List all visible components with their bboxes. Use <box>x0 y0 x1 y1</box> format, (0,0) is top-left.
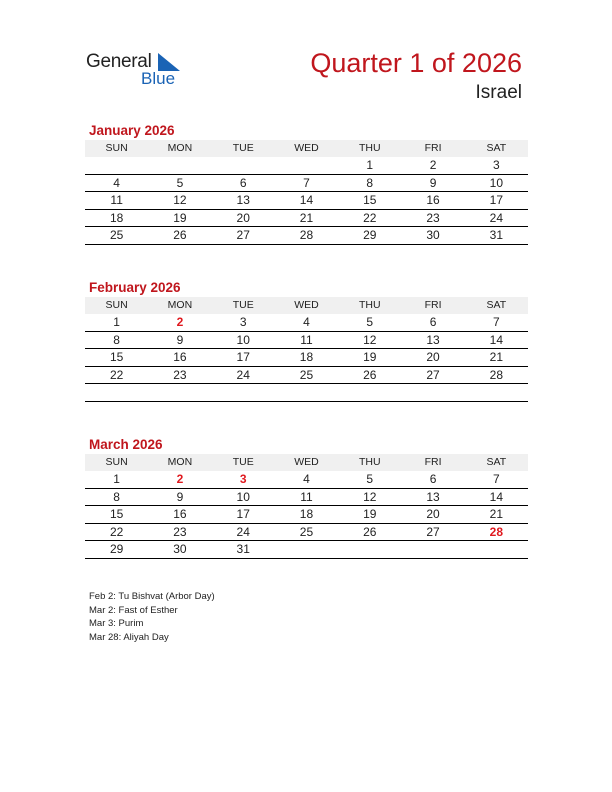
day-cell: 30 <box>401 227 464 245</box>
day-cell: 10 <box>212 331 275 349</box>
day-cell: 24 <box>465 209 528 227</box>
day-cell: 25 <box>275 366 338 384</box>
weekday-header: SAT <box>465 297 528 314</box>
empty-day-cell <box>401 384 464 402</box>
month-february <box>85 279 528 402</box>
empty-day-cell <box>338 384 401 402</box>
weekday-header: FRI <box>401 140 464 157</box>
day-cell: 19 <box>338 506 401 524</box>
empty-day-cell <box>465 384 528 402</box>
week-row <box>85 523 528 541</box>
day-cell: 8 <box>338 174 401 192</box>
day-cell: 28 <box>275 227 338 245</box>
week-row <box>85 384 528 402</box>
holiday-note: Mar 28: Aliyah Day <box>89 631 169 643</box>
day-cell: 5 <box>338 314 401 331</box>
day-cell: 13 <box>401 488 464 506</box>
day-cell: 22 <box>338 209 401 227</box>
week-row <box>85 192 528 210</box>
logo <box>86 50 206 90</box>
day-cell: 20 <box>401 349 464 367</box>
day-cell: 23 <box>148 366 211 384</box>
weekday-header: MON <box>148 297 211 314</box>
weekday-header: TUE <box>212 297 275 314</box>
week-row <box>85 314 528 331</box>
day-cell: 13 <box>212 192 275 210</box>
empty-day-cell <box>212 157 275 174</box>
empty-day-cell <box>148 384 211 402</box>
week-row <box>85 366 528 384</box>
week-row <box>85 157 528 174</box>
day-cell: 11 <box>275 331 338 349</box>
day-cell: 9 <box>148 488 211 506</box>
day-cell: 16 <box>148 349 211 367</box>
weekday-header: SUN <box>85 297 148 314</box>
empty-day-cell <box>85 157 148 174</box>
day-cell: 15 <box>85 349 148 367</box>
month-title: March 2026 <box>89 437 163 452</box>
day-cell: 10 <box>212 488 275 506</box>
day-cell: 15 <box>338 192 401 210</box>
calendar-table <box>85 297 528 402</box>
weekday-header: TUE <box>212 140 275 157</box>
weekday-header: THU <box>338 297 401 314</box>
day-cell: 26 <box>338 523 401 541</box>
empty-day-cell <box>338 541 401 559</box>
day-cell: 1 <box>85 471 148 488</box>
day-cell: 6 <box>212 174 275 192</box>
month-january <box>85 122 528 245</box>
day-cell: 8 <box>85 488 148 506</box>
day-cell: 21 <box>275 209 338 227</box>
day-cell: 28 <box>465 523 528 541</box>
day-cell: 14 <box>275 192 338 210</box>
day-cell: 17 <box>212 506 275 524</box>
weekday-header: MON <box>148 454 211 471</box>
weekday-header: THU <box>338 140 401 157</box>
day-cell: 1 <box>338 157 401 174</box>
week-row <box>85 488 528 506</box>
empty-day-cell <box>85 384 148 402</box>
holiday-note: Mar 2: Fast of Esther <box>89 604 178 616</box>
weekday-header-row <box>85 454 528 471</box>
day-cell: 6 <box>401 471 464 488</box>
week-row <box>85 541 528 559</box>
day-cell: 27 <box>401 366 464 384</box>
month-title: January 2026 <box>89 123 175 138</box>
day-cell: 10 <box>465 174 528 192</box>
day-cell: 24 <box>212 366 275 384</box>
empty-day-cell <box>212 384 275 402</box>
page-title: Quarter 1 of 2026 <box>310 48 522 78</box>
day-cell: 26 <box>148 227 211 245</box>
day-cell: 25 <box>275 523 338 541</box>
weekday-header-row <box>85 140 528 157</box>
empty-day-cell <box>401 541 464 559</box>
weekday-header: WED <box>275 140 338 157</box>
weekday-header: SUN <box>85 454 148 471</box>
weekday-header: FRI <box>401 454 464 471</box>
day-cell: 31 <box>212 541 275 559</box>
day-cell: 3 <box>212 314 275 331</box>
weekday-header: SUN <box>85 140 148 157</box>
day-cell: 16 <box>401 192 464 210</box>
weekday-header-row <box>85 297 528 314</box>
week-row <box>85 506 528 524</box>
day-cell: 13 <box>401 331 464 349</box>
weekday-header: THU <box>338 454 401 471</box>
day-cell: 4 <box>275 314 338 331</box>
day-cell: 23 <box>148 523 211 541</box>
empty-day-cell <box>275 541 338 559</box>
calendar-table <box>85 454 528 559</box>
day-cell: 7 <box>275 174 338 192</box>
weekday-header: WED <box>275 454 338 471</box>
day-cell: 6 <box>401 314 464 331</box>
empty-day-cell <box>465 541 528 559</box>
day-cell: 22 <box>85 366 148 384</box>
day-cell: 23 <box>401 209 464 227</box>
day-cell: 17 <box>212 349 275 367</box>
weekday-header: SAT <box>465 140 528 157</box>
country-label: Israel <box>475 82 522 103</box>
holiday-note: Feb 2: Tu Bishvat (Arbor Day) <box>89 591 215 602</box>
day-cell: 27 <box>212 227 275 245</box>
day-cell: 9 <box>401 174 464 192</box>
day-cell: 1 <box>85 314 148 331</box>
calendar-table <box>85 140 528 245</box>
day-cell: 14 <box>465 488 528 506</box>
day-cell: 18 <box>85 209 148 227</box>
day-cell: 12 <box>338 331 401 349</box>
day-cell: 29 <box>338 227 401 245</box>
day-cell: 7 <box>465 314 528 331</box>
day-cell: 27 <box>401 523 464 541</box>
day-cell: 29 <box>85 541 148 559</box>
logo-text-general: General <box>86 51 152 72</box>
day-cell: 20 <box>212 209 275 227</box>
day-cell: 2 <box>401 157 464 174</box>
weekday-header: WED <box>275 297 338 314</box>
day-cell: 4 <box>275 471 338 488</box>
day-cell: 19 <box>148 209 211 227</box>
day-cell: 21 <box>465 349 528 367</box>
weekday-header: TUE <box>212 454 275 471</box>
day-cell: 18 <box>275 506 338 524</box>
weekday-header: SAT <box>465 454 528 471</box>
day-cell: 8 <box>85 331 148 349</box>
day-cell: 11 <box>85 192 148 210</box>
day-cell: 21 <box>465 506 528 524</box>
day-cell: 22 <box>85 523 148 541</box>
day-cell: 20 <box>401 506 464 524</box>
month-title: February 2026 <box>89 280 181 295</box>
day-cell: 11 <box>275 488 338 506</box>
day-cell: 17 <box>465 192 528 210</box>
empty-day-cell <box>148 157 211 174</box>
day-cell: 31 <box>465 227 528 245</box>
day-cell: 9 <box>148 331 211 349</box>
week-row <box>85 174 528 192</box>
day-cell: 24 <box>212 523 275 541</box>
holiday-note: Mar 3: Purim <box>89 618 144 629</box>
week-row <box>85 331 528 349</box>
day-cell: 3 <box>465 157 528 174</box>
day-cell: 5 <box>338 471 401 488</box>
empty-day-cell <box>275 384 338 402</box>
week-row <box>85 349 528 367</box>
holiday-notes <box>89 590 215 644</box>
day-cell: 2 <box>148 314 211 331</box>
day-cell: 18 <box>275 349 338 367</box>
day-cell: 14 <box>465 331 528 349</box>
day-cell: 3 <box>212 471 275 488</box>
day-cell: 15 <box>85 506 148 524</box>
week-row <box>85 471 528 488</box>
month-march <box>85 436 528 559</box>
day-cell: 30 <box>148 541 211 559</box>
day-cell: 5 <box>148 174 211 192</box>
week-row <box>85 227 528 245</box>
day-cell: 12 <box>338 488 401 506</box>
day-cell: 16 <box>148 506 211 524</box>
weekday-header: MON <box>148 140 211 157</box>
day-cell: 25 <box>85 227 148 245</box>
weekday-header: FRI <box>401 297 464 314</box>
day-cell: 4 <box>85 174 148 192</box>
day-cell: 7 <box>465 471 528 488</box>
day-cell: 26 <box>338 366 401 384</box>
week-row <box>85 209 528 227</box>
day-cell: 2 <box>148 471 211 488</box>
day-cell: 12 <box>148 192 211 210</box>
day-cell: 19 <box>338 349 401 367</box>
logo-text-blue: Blue <box>141 69 176 88</box>
day-cell: 28 <box>465 366 528 384</box>
empty-day-cell <box>275 157 338 174</box>
